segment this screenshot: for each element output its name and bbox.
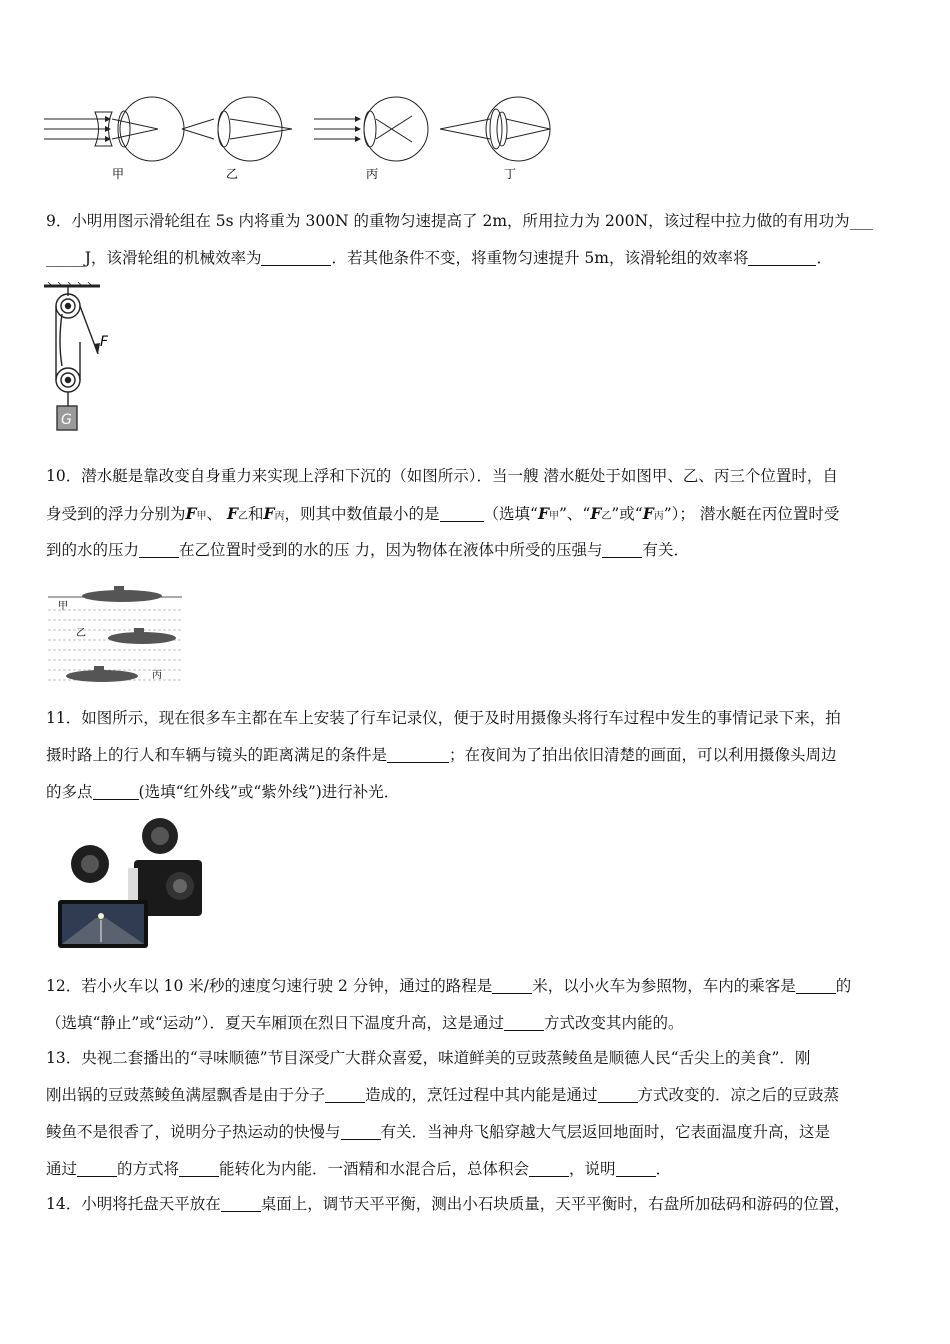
q13-line1 (46, 1040, 906, 1077)
q11-line3 (46, 774, 906, 811)
q10-f: F (263, 504, 275, 523)
pulley-force-label: F (100, 334, 109, 350)
q10-text-2g: ”或“ (611, 505, 643, 523)
sub-label-jia: 甲 (58, 601, 68, 612)
q10-line3 (46, 532, 906, 569)
q14-text-1a: 14．小明将托盘天平放在 (46, 1195, 221, 1213)
q11-light-blank[interactable] (93, 784, 139, 801)
q13-text-4a: 通过 (46, 1160, 78, 1178)
q10-text-3a: 到的水的压力 (46, 541, 140, 559)
q10-sub: 丙 (274, 511, 285, 522)
pulley-figure (40, 282, 120, 438)
q10-text-2c: 和 (248, 505, 264, 523)
q10-text-2e: （选填“ (483, 505, 538, 523)
q11-line2 (46, 737, 906, 774)
q13-line4 (46, 1151, 906, 1188)
q10-f: F (185, 504, 197, 523)
q12-motion-blank[interactable] (796, 978, 836, 995)
q10-sub: 丙 (653, 511, 664, 522)
q13-text-4d: ，说明 (569, 1160, 616, 1178)
q13-volume-blank[interactable] (529, 1161, 569, 1178)
q10-pressure-compare-blank[interactable] (139, 542, 179, 559)
q9-text-2c: ． (816, 249, 832, 267)
q9-line1 (46, 203, 906, 240)
q14-surface-blank[interactable] (221, 1196, 261, 1213)
sub-label-yi: 乙 (76, 628, 86, 639)
q13-line2 (46, 1077, 906, 1114)
q12-text-1c: 的 (835, 977, 852, 995)
q14-line1 (46, 1186, 906, 1223)
q13-text-3b: 有关．当神舟飞船穿越大气层返回地面时，它表面温度升高，这是 (380, 1123, 831, 1141)
q13-text-4e: ． (655, 1160, 672, 1178)
q13-way-blank[interactable] (77, 1161, 117, 1178)
q11-text-2a: 摄时路上的行人和车辆与镜头的距离满足的条件是 (46, 746, 388, 764)
q11-line1 (46, 700, 906, 737)
q10-line2 (46, 495, 906, 535)
q10-sub: 乙 (238, 511, 248, 522)
q9-efficiency-blank[interactable] (261, 250, 331, 267)
q10-f: F (590, 504, 602, 523)
q13-molecule-blank[interactable] (325, 1087, 365, 1104)
q13-temperature-blank[interactable] (341, 1124, 381, 1141)
dashcam-picture (56, 816, 206, 948)
q10-sub: 甲 (549, 511, 559, 522)
q10-sub: 乙 (601, 511, 612, 522)
eye-label-ding: 丁 (504, 167, 517, 181)
q10-text-3b: 在乙位置时受到的水的压 力，因为物体在液体中所受的压强与 (179, 541, 603, 559)
q11-distance-blank[interactable] (387, 747, 449, 764)
eye-lens-figure (40, 92, 560, 184)
q11-text-3a: 的多点 (46, 783, 93, 801)
q10-f: F (642, 504, 654, 523)
submarine-diagram (44, 580, 184, 688)
q10-text-1: 10．潜水艇是靠改变自身重力来实现上浮和下沉的（如图所示）．当一艘 潜水艇处于如图甲、乙、丙三个位置时，自 (46, 467, 838, 485)
q10-text-3c: 有关． (642, 541, 689, 559)
q13-text-1: 13．央视二套播出的“寻味顺德”节目深受广大群众喜爱，味道鲜美的豆豉蒸鲮鱼是顺德人民“舌尖上的美食”．刚 (46, 1049, 811, 1067)
q13-energy-method-blank[interactable] (598, 1087, 638, 1104)
q9-line2 (46, 240, 906, 277)
q10-text-2a: 身受到的浮力分别为 (46, 505, 186, 523)
q12-method-blank[interactable] (504, 1015, 544, 1032)
q12-line2 (46, 1005, 906, 1042)
q12-text-2b: 方式改变其内能的。 (543, 1014, 684, 1032)
q12-distance-blank[interactable] (492, 978, 532, 995)
q12-text-1a: 12．若小火车以 10 米/秒的速度匀速行驶 2 分钟，通过的路程是 (46, 977, 493, 995)
q9-text-2b: ．若其他条件不变，将重物匀速提升 5m，该滑轮组的效率将 (331, 249, 749, 267)
q10-text-2d: ，则其中数值最小的是 (284, 505, 440, 523)
q11-text-3b: (选填“红外线”或“紫外线”)进行补光． (138, 783, 400, 801)
q10-sub: 甲 (196, 511, 207, 522)
sub-label-bing: 丙 (152, 670, 162, 681)
dashcam-figure (56, 816, 206, 948)
q13-text-2c: 方式改变的．凉之后的豆豉蒸 (637, 1086, 840, 1104)
q13-text-3a: 鲮鱼不是很香了，说明分子热运动的快慢与 (46, 1123, 341, 1141)
q12-text-2a: （选填“静止”或“运动”）．夏天车厢顶在烈日下温度升高，这是通过 (46, 1014, 504, 1032)
q12-text-1b: 米，以小火车为参照物，车内的乘客是 (532, 977, 796, 995)
q13-line3 (46, 1114, 906, 1151)
pulley-diagram (40, 282, 120, 438)
q10-f: F (226, 504, 238, 523)
q13-conclusion-blank[interactable] (616, 1161, 656, 1178)
q13-text-4b: 的方式将 (117, 1160, 180, 1178)
eye-label-jia: 甲 (112, 167, 125, 181)
submarine-figure (44, 580, 184, 688)
q14-text-1b: 桌面上，调节天平平衡，测出小石块质量，天平平衡时，右盘所加砝码和游码的位置， (260, 1195, 850, 1213)
q9-efficiency-change-blank[interactable] (748, 250, 816, 267)
q10-line1 (46, 458, 906, 495)
q11-text-1: 11．如图所示，现在很多车主都在车上安装了行车记录仪，便于及时用摄像头将行车过程中发生的事情记录下来，拍 (46, 709, 841, 727)
q10-f: F (537, 504, 549, 523)
q9-text-2a: _____J，该滑轮组的机械效率为 (46, 249, 262, 267)
q10-text-2f: ”、“ (559, 505, 591, 523)
q13-energy-type-blank[interactable] (179, 1161, 219, 1178)
q10-text-2b: 、 (206, 505, 223, 523)
q12-line1 (46, 968, 906, 1005)
q10-pressure-factor-blank[interactable] (602, 542, 642, 559)
eye-label-bing: 丙 (366, 167, 379, 181)
eye-label-yi: 乙 (226, 167, 239, 181)
q13-text-4c: 能转化为内能．一酒精和水混合后，总体积会 (219, 1160, 530, 1178)
q13-text-2a: 刚出锅的豆豉蒸鲮鱼满屋飘香是由于分子 (46, 1086, 326, 1104)
eye-lens-diagram (40, 92, 560, 184)
q13-text-2b: 造成的，烹饪过程中其内能是通过 (365, 1086, 598, 1104)
pulley-weight-label: G (61, 412, 72, 428)
q10-min-force-blank[interactable] (440, 506, 484, 523)
q10-text-2h: ”）； 潜水艇在丙位置时受 (663, 505, 840, 523)
q11-text-2b: ；在夜间为了拍出依旧清楚的画面，可以利用摄像头周边 (449, 746, 837, 764)
q9-text-1: 9．小明用图示滑轮组在 5s 内将重为 300N 的重物匀速提高了 2m，所用拉力为 200N，该过程中拉力做的有用功为___ (46, 212, 873, 230)
